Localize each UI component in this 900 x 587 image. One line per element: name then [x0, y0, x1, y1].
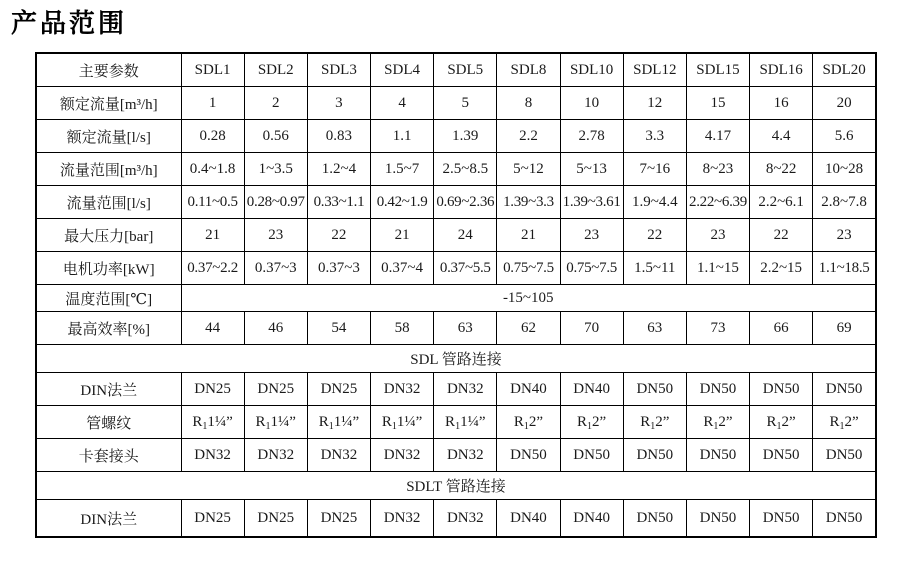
value-cell: 1~3.5: [244, 153, 307, 186]
value-cell: 5~13: [560, 153, 623, 186]
table-row: [36, 312, 876, 345]
value-cell: 0.37~3: [244, 252, 307, 285]
value-cell: 0.42~1.9: [371, 186, 434, 219]
value-cell: 73: [686, 312, 749, 345]
value-cell: 0.56: [244, 120, 307, 153]
table-row: [36, 439, 876, 472]
value-cell: 1: [181, 87, 244, 120]
table-row: [36, 252, 876, 285]
value-cell: 0.75~7.5: [497, 252, 560, 285]
table-row: [36, 186, 876, 219]
value-cell: DN50: [560, 439, 623, 472]
row-label: 管螺纹: [36, 406, 181, 439]
value-cell: 1.9~4.4: [623, 186, 686, 219]
merged-value-cell: -15~105: [181, 285, 876, 312]
model-column-header: SDL8: [497, 53, 560, 87]
value-cell: 46: [244, 312, 307, 345]
value-cell: 1.39~3.3: [497, 186, 560, 219]
value-cell: 1.1~18.5: [813, 252, 876, 285]
value-cell: DN32: [371, 439, 434, 472]
value-cell: DN32: [371, 373, 434, 406]
value-cell: DN50: [497, 439, 560, 472]
value-cell: 10~28: [813, 153, 876, 186]
value-cell: 3.3: [623, 120, 686, 153]
section-row: [36, 472, 876, 500]
thread-size-cell: $R_12$”: [497, 406, 560, 439]
value-cell: 0.28: [181, 120, 244, 153]
table-row: [36, 87, 876, 120]
value-cell: 2.5~8.5: [434, 153, 497, 186]
value-cell: DN50: [623, 373, 686, 406]
section-row: [36, 345, 876, 373]
value-cell: DN50: [623, 500, 686, 538]
model-column-header: SDL1: [181, 53, 244, 87]
value-cell: 63: [434, 312, 497, 345]
value-cell: DN25: [181, 500, 244, 538]
value-cell: DN50: [813, 373, 876, 406]
value-cell: 2.2: [497, 120, 560, 153]
product-spec-table: [35, 52, 877, 538]
value-cell: 3: [307, 87, 370, 120]
value-cell: DN40: [560, 373, 623, 406]
value-cell: 22: [750, 219, 813, 252]
thread-size-cell: $R_12$”: [813, 406, 876, 439]
value-cell: DN32: [434, 500, 497, 538]
value-cell: DN50: [813, 500, 876, 538]
value-cell: DN32: [244, 439, 307, 472]
thread-size-cell: $R_11\frac{1}{4}$”: [244, 406, 307, 439]
model-column-header: SDL2: [244, 53, 307, 87]
value-cell: 16: [750, 87, 813, 120]
value-cell: 54: [307, 312, 370, 345]
value-cell: 5.6: [813, 120, 876, 153]
value-cell: 4.4: [750, 120, 813, 153]
value-cell: 5: [434, 87, 497, 120]
thread-size-cell: $R_11\frac{1}{4}$”: [307, 406, 370, 439]
value-cell: DN40: [497, 500, 560, 538]
value-cell: 1.2~4: [307, 153, 370, 186]
row-label: 卡套接头: [36, 439, 181, 472]
value-cell: 0.75~7.5: [560, 252, 623, 285]
value-cell: DN32: [181, 439, 244, 472]
value-cell: 0.69~2.36: [434, 186, 497, 219]
value-cell: 2.2~15: [750, 252, 813, 285]
value-cell: DN50: [813, 439, 876, 472]
value-cell: 23: [813, 219, 876, 252]
value-cell: 1.1: [371, 120, 434, 153]
value-cell: 44: [181, 312, 244, 345]
value-cell: 15: [686, 87, 749, 120]
row-label: 流量范围[m³/h]: [36, 153, 181, 186]
value-cell: DN40: [497, 373, 560, 406]
value-cell: 4.17: [686, 120, 749, 153]
value-cell: 22: [307, 219, 370, 252]
row-label: DIN法兰: [36, 500, 181, 538]
value-cell: 2.22~6.39: [686, 186, 749, 219]
table-row: [36, 285, 876, 312]
value-cell: 10: [560, 87, 623, 120]
value-cell: 1.39: [434, 120, 497, 153]
value-cell: 0.37~3: [307, 252, 370, 285]
value-cell: DN50: [686, 373, 749, 406]
header-row: [36, 53, 876, 87]
value-cell: 70: [560, 312, 623, 345]
value-cell: 69: [813, 312, 876, 345]
value-cell: DN25: [307, 373, 370, 406]
section-title: SDL 管路连接: [36, 345, 876, 373]
value-cell: DN50: [686, 439, 749, 472]
row-label: 温度范围[℃]: [36, 285, 181, 312]
value-cell: 12: [623, 87, 686, 120]
table-row: [36, 500, 876, 538]
value-cell: 0.4~1.8: [181, 153, 244, 186]
value-cell: DN32: [434, 439, 497, 472]
value-cell: DN25: [244, 500, 307, 538]
value-cell: DN32: [434, 373, 497, 406]
value-cell: DN50: [686, 500, 749, 538]
value-cell: DN32: [307, 439, 370, 472]
value-cell: 0.11~0.5: [181, 186, 244, 219]
value-cell: DN50: [750, 500, 813, 538]
thread-size-cell: $R_11\frac{1}{4}$”: [434, 406, 497, 439]
value-cell: 62: [497, 312, 560, 345]
value-cell: DN50: [750, 373, 813, 406]
model-column-header: SDL4: [371, 53, 434, 87]
model-column-header: SDL5: [434, 53, 497, 87]
row-label: 电机功率[kW]: [36, 252, 181, 285]
value-cell: 58: [371, 312, 434, 345]
value-cell: 4: [371, 87, 434, 120]
thread-size-cell: $R_11\frac{1}{4}$”: [181, 406, 244, 439]
section-title: SDLT 管路连接: [36, 472, 876, 500]
value-cell: DN32: [371, 500, 434, 538]
model-column-header: SDL12: [623, 53, 686, 87]
value-cell: 0.33~1.1: [307, 186, 370, 219]
row-label: DIN法兰: [36, 373, 181, 406]
value-cell: 8~22: [750, 153, 813, 186]
value-cell: 20: [813, 87, 876, 120]
model-column-header: SDL10: [560, 53, 623, 87]
value-cell: 1.5~7: [371, 153, 434, 186]
value-cell: DN50: [750, 439, 813, 472]
value-cell: 2.2~6.1: [750, 186, 813, 219]
value-cell: 1.1~15: [686, 252, 749, 285]
thread-size-cell: $R_12$”: [750, 406, 813, 439]
value-cell: DN50: [623, 439, 686, 472]
thread-size-cell: $R_12$”: [686, 406, 749, 439]
param-column-header: 主要参数: [36, 53, 181, 87]
value-cell: DN25: [244, 373, 307, 406]
value-cell: 0.83: [307, 120, 370, 153]
value-cell: 63: [623, 312, 686, 345]
table-row: [36, 219, 876, 252]
value-cell: DN25: [181, 373, 244, 406]
value-cell: 21: [181, 219, 244, 252]
table-head: [36, 53, 876, 87]
value-cell: 1.5~11: [623, 252, 686, 285]
value-cell: 2.8~7.8: [813, 186, 876, 219]
row-label: 额定流量[l/s]: [36, 120, 181, 153]
thread-size-cell: $R_12$”: [560, 406, 623, 439]
value-cell: 1.39~3.61: [560, 186, 623, 219]
value-cell: 22: [623, 219, 686, 252]
model-column-header: SDL3: [307, 53, 370, 87]
table-body: [36, 87, 876, 538]
table-row: [36, 373, 876, 406]
value-cell: 7~16: [623, 153, 686, 186]
row-label: 最大压力[bar]: [36, 219, 181, 252]
value-cell: 23: [686, 219, 749, 252]
value-cell: 2.78: [560, 120, 623, 153]
value-cell: 8~23: [686, 153, 749, 186]
value-cell: 23: [244, 219, 307, 252]
table-row: [36, 153, 876, 186]
thread-size-cell: $R_12$”: [623, 406, 686, 439]
value-cell: 0.37~2.2: [181, 252, 244, 285]
value-cell: 21: [371, 219, 434, 252]
row-label: 额定流量[m³/h]: [36, 87, 181, 120]
table-row: [36, 406, 876, 439]
value-cell: DN40: [560, 500, 623, 538]
row-label: 流量范围[l/s]: [36, 186, 181, 219]
model-column-header: SDL16: [750, 53, 813, 87]
model-column-header: SDL20: [813, 53, 876, 87]
value-cell: 21: [497, 219, 560, 252]
value-cell: 24: [434, 219, 497, 252]
row-label: 最高效率[%]: [36, 312, 181, 345]
value-cell: DN25: [307, 500, 370, 538]
value-cell: 5~12: [497, 153, 560, 186]
table-row: [36, 120, 876, 153]
value-cell: 23: [560, 219, 623, 252]
value-cell: 0.28~0.97: [244, 186, 307, 219]
value-cell: 0.37~5.5: [434, 252, 497, 285]
value-cell: 0.37~4: [371, 252, 434, 285]
model-column-header: SDL15: [686, 53, 749, 87]
value-cell: 2: [244, 87, 307, 120]
value-cell: 8: [497, 87, 560, 120]
value-cell: 66: [750, 312, 813, 345]
page-title: 产品范围: [11, 8, 128, 38]
thread-size-cell: $R_11\frac{1}{4}$”: [371, 406, 434, 439]
